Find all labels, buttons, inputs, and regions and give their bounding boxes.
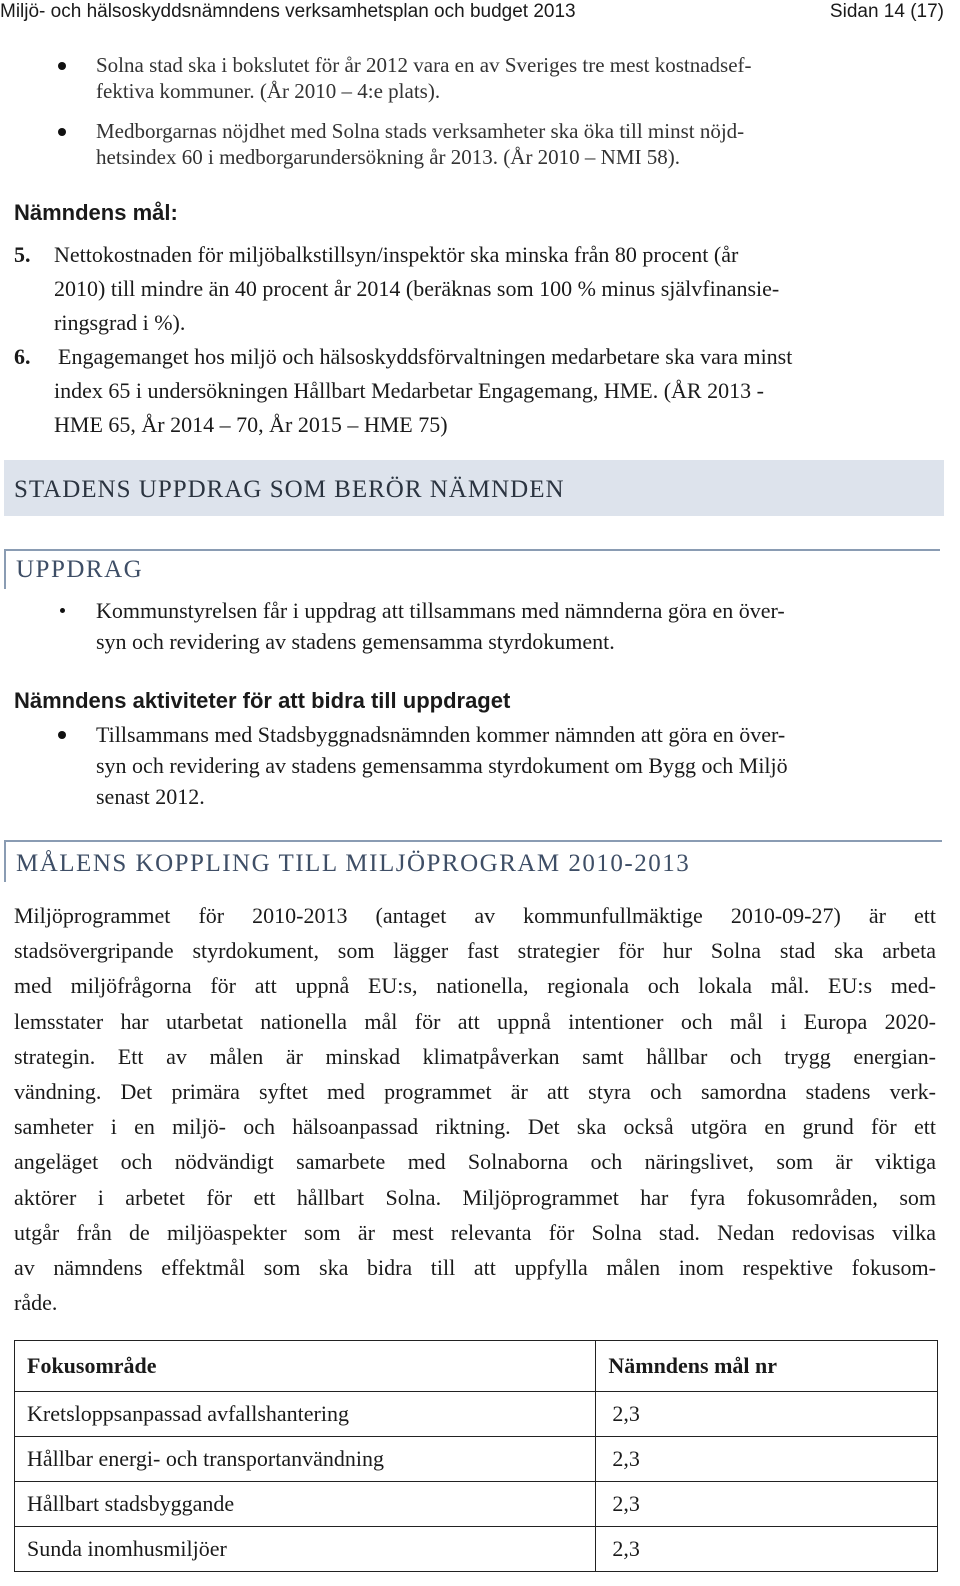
paragraph-line: råde.: [14, 1290, 58, 1316]
goal-line: Nettokostnaden för miljöbalkstillsyn/inspektör ska minska från 80 procent (år: [54, 242, 739, 267]
list-item: [0, 116, 946, 182]
paragraph-line: stadsövergripande styrdokument, som lägger fast strategier för hur Solna stad ska arbeta: [14, 938, 936, 964]
paragraph-line: Miljöprogrammet för 2010-2013 (antaget av kommunfullmäktige 2010-09-27) är ett: [14, 903, 936, 928]
section-banner: [4, 460, 944, 516]
goal-item: [14, 238, 934, 340]
bullet-icon: [60, 608, 65, 613]
table-row: [15, 1437, 938, 1482]
bullet-line: fektiva kommuner. (År 2010 – 4:e plats).: [96, 79, 441, 103]
list-item: [0, 718, 946, 814]
table-cell: 2,3: [596, 1482, 938, 1527]
bullet-icon: [58, 731, 66, 739]
uppdrag-rule-left: [4, 549, 6, 589]
section-banner-title: STADENS UPPDRAG SOM BERÖR NÄMNDEN: [14, 476, 565, 503]
bullet-line: hetsindex 60 i medborgarundersökning år 2013. (År 2010 – NMI 58).: [96, 145, 681, 169]
paragraph-line: av nämndens effektmål som ska bidra till att uppfylla målen inom respektive fokusom-: [14, 1255, 936, 1281]
table-cell: Hållbart stadsbyggande: [15, 1482, 596, 1527]
top-bullet-list: [0, 50, 946, 182]
page-header: [0, 0, 944, 26]
paragraph-line: angeläget och nödvändigt samarbete med Solnaborna och näringslivet, som är viktiga: [14, 1149, 936, 1175]
table-cell: Kretsloppsanpassad avfallshantering: [15, 1392, 596, 1437]
goal-item: [14, 340, 934, 442]
activities-bullet-list: [0, 718, 946, 814]
header-page-number: Sidan 14 (17): [829, 1, 944, 22]
paragraph-line: strategin. Ett av målen är minskad klimatpåverkan samt hållbar och trygg energian-: [14, 1043, 936, 1069]
paragraph-line: utgår från de miljöaspekter som är mest relevanta för Solna stad. Nedan redovisas vilka: [14, 1219, 936, 1245]
goal-line: 2010) till mindre än 40 procent år 2014 (beräknas som 100 % minus självfinansie-: [54, 276, 780, 301]
bullet-line: Solna stad ska i bokslutet för år 2012 vara en av Sveriges tre mest kostnadsef-: [96, 53, 752, 77]
paragraph-line: vändning. Det primära syftet med programmet är att styra och samordna stadens verk-: [14, 1079, 936, 1105]
goals-heading: Nämndens mål:: [14, 200, 178, 225]
table-cell: Hållbar energi- och transportanvändning: [15, 1437, 596, 1482]
paragraph-line: aktörer i arbetet för ett hållbart Solna. Miljöprogrammet har fyra fokusområden, som: [14, 1184, 936, 1210]
list-item: [0, 594, 946, 659]
goal-line: ringsgrad i %).: [54, 310, 186, 335]
table-header-row: [15, 1341, 938, 1392]
bullet-icon: [58, 128, 66, 136]
goal-line: HME 65, År 2014 – 70, År 2015 – HME 75): [54, 412, 448, 437]
program-paragraph: [14, 898, 936, 1320]
goal-line: index 65 i undersökningen Hållbart Medarbetar Engagemang, HME. (ÅR 2013 -: [54, 378, 764, 403]
header-title: Miljö- och hälsoskyddsnämndens verksamhetsplan och budget 2013: [0, 1, 576, 22]
bullet-line: Tillsammans med Stadsbyggnadsnämnden kommer nämnden att göra en över-: [96, 722, 786, 747]
uppdrag-title: UPPDRAG: [16, 556, 144, 583]
goal-number: 5.: [14, 242, 31, 267]
uppdrag-bullet-list: [0, 594, 946, 659]
table-cell: 2,3: [596, 1527, 938, 1572]
table-row: [15, 1392, 938, 1437]
table-row: [15, 1482, 938, 1527]
list-item: [0, 50, 946, 116]
goal-number: 6.: [14, 344, 31, 369]
bullet-line: Medborgarnas nöjdhet med Solna stads verksamheter ska öka till minst nöjd-: [96, 119, 745, 143]
bullet-line: senast 2012.: [96, 784, 205, 809]
program-title: MÅLENS KOPPLING TILL MILJÖPROGRAM 2010-2013: [16, 850, 691, 877]
bullet-line: Kommunstyrelsen får i uppdrag att tillsammans med nämnderna göra en över-: [96, 598, 785, 623]
paragraph-line: med miljöfrågorna för att uppnå EU:s, nationella, regionala och lokala mål. EU:s med-: [14, 973, 936, 999]
column-header: Nämndens mål nr: [596, 1341, 938, 1392]
column-header: Fokusområde: [15, 1341, 596, 1392]
table-cell: 2,3: [596, 1392, 938, 1437]
paragraph-line: lemsstater har utarbetat nationella mål för att uppnå intentioner och mål i Europa 2020-: [14, 1008, 936, 1034]
table-cell: Sunda inomhusmiljöer: [15, 1527, 596, 1572]
focus-area-table: [14, 1340, 938, 1572]
bullet-line: syn och revidering av stadens gemensamma styrdokument om Bygg och Miljö: [96, 753, 788, 778]
activities-heading: Nämndens aktiviteter för att bidra till uppdraget: [14, 688, 511, 713]
table-cell: 2,3: [596, 1437, 938, 1482]
paragraph-line: samheter i en miljö- och hälsoanpassad riktning. Det ska också utgöra en grund för ett: [14, 1114, 936, 1140]
goal-line: Engagemanget hos miljö och hälsoskyddsförvaltningen medarbetare ska vara minst: [58, 344, 793, 369]
table-row: [15, 1527, 938, 1572]
uppdrag-rule: [4, 549, 940, 581]
bullet-line: syn och revidering av stadens gemensamma styrdokument.: [96, 629, 615, 654]
bullet-icon: [58, 62, 66, 70]
